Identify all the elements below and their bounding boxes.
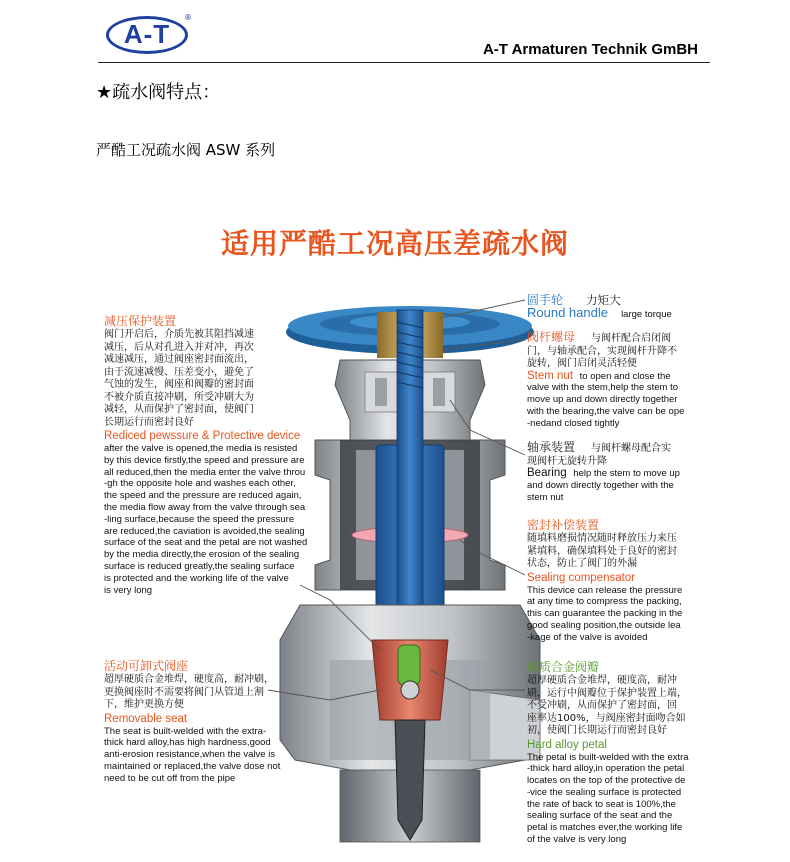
pressure-device-en-desc-12: is protected and the working life of the valve [104, 572, 289, 584]
pressure-device-zh-title: 减压保护装置 [104, 314, 177, 328]
logo-text: A-T [123, 19, 171, 49]
bearing-en-desc-2: and down directly together with the [527, 479, 674, 491]
hard-alloy-en-desc-8: of the valve is very long [527, 834, 627, 846]
removable-seat-zh-desc-1: 超厚硬质合金堆焊，硬度高，耐冲刷， [104, 674, 274, 685]
sealing-block [527, 518, 697, 643]
stem-nut-zh-desc-3: 旋转，阀门启闭灵活轻便 [527, 358, 637, 369]
removable-seat-block [104, 659, 294, 784]
stem-nut-zh-desc-2: 门，与轴承配合，实现阀杆升降不 [527, 345, 677, 357]
pressure-device-en-desc-5: the speed and the pressure are reduced again, [104, 490, 302, 502]
sealing-en-title: Sealing compensator [527, 571, 636, 584]
hard-alloy-en-desc-4: -vice the sealing surface is protected [527, 786, 682, 798]
pressure-device-zh-desc-3: 减速减压，通过阀座密封面流出， [104, 354, 254, 365]
pressure-device-en-desc-13: is very long [104, 584, 153, 596]
hard-alloy-en-desc-5: the rate of back to seat is 100%,the [527, 798, 676, 810]
pressure-device-en-desc-8: are reduced,the caviation is avoided,the sealing [104, 525, 305, 537]
sealing-zh-desc-2: 紧填料，确保填料处于良好的密封 [527, 545, 677, 557]
sealing-zh-desc-1: 随填料磨损情况随时释放压力来压 [527, 533, 677, 544]
pressure-device-en-desc-2: by this device firstly,the speed and pressure are [104, 454, 305, 466]
hard-alloy-zh-title: 硬质合金阀瓣 [527, 660, 600, 674]
round-handle-en-feature: large torque [621, 309, 672, 320]
bearing-zh-desc-2: 现阀杆无旋转升降 [527, 455, 607, 467]
removable-seat-zh-desc-3: 下，维护更换方便 [104, 699, 184, 710]
sealing-en-desc-2: at any time to compress the packing, [527, 596, 682, 608]
company-name: A-T Armaturen Technik GmBH [482, 41, 698, 58]
pressure-device-en-desc-7: -ling surface,because the speed the pressure [104, 513, 295, 525]
hard-alloy-zh-desc-3: 不受冲刷，从而保护了密封面，回 [527, 700, 677, 711]
stem-nut-zh-desc-1: 与阀杆配合启闭阀 [591, 333, 672, 344]
round-handle-en-label [527, 302, 672, 321]
bearing-block [527, 441, 697, 503]
sealing-en-desc-3: this can guarantee the packing in the [527, 608, 683, 620]
pressure-device-en-desc-4: -gh the opposite hole and washes each other, [104, 478, 296, 490]
round-handle-zh: 圆手轮 [527, 293, 564, 307]
removable-seat-zh-title: 活动可卸式阀座 [104, 659, 189, 673]
stem-nut-en-desc-3: move up and down directly together [527, 394, 678, 406]
hard-alloy-zh-desc-1: 超厚硬质合金堆焊，硬度高，耐冲 [527, 675, 677, 686]
hard-alloy-en-desc-7: petal is matches ever,the working life [527, 822, 683, 834]
pressure-device-zh-desc-7: 减轻，从而保护了密封面，使阀门 [104, 404, 254, 415]
stem-nut-en-desc-1: to open and close the [579, 370, 671, 382]
pressure-device-en-desc-6: the media flow away from the valve through sea [104, 501, 306, 513]
bearing-en-title: Bearing [527, 467, 567, 479]
sealing-en-desc-4: good sealing position,the outside lea [527, 619, 681, 631]
stem-nut-en-desc-2: valve with the stem,help the stem to [527, 382, 679, 394]
stem-nut-en-desc-5: -nedand closed tightly [527, 417, 620, 429]
section-title: ★疏水阀特点： [96, 82, 221, 103]
hard-alloy-en-desc-6: sealing surface of the seat and the [527, 810, 673, 822]
hard-alloy-en-desc-2: -thick hard alloy,in operation the petal [527, 763, 685, 775]
pressure-device-zh-desc-6: 不被介质直接冲刷，所受冲刷大为 [104, 391, 254, 403]
removable-seat-en-desc-2: thick hard alloy,has high hardness,good [104, 737, 271, 749]
pressure-device-zh-desc-4: 由于流速减慢、压差变小，避免了 [104, 366, 254, 378]
removable-seat-en-desc-4: maintained or replaced,the valve dose not [104, 760, 281, 772]
hard-alloy-en-desc-3: locates on the top of the protective de [527, 775, 686, 787]
hard-alloy-en-title: Hard alloy petal [527, 738, 607, 751]
round-handle-en: Round handle [527, 305, 608, 320]
sealing-zh-desc-3: 状态，防止了阀门的外漏 [527, 558, 637, 569]
removable-seat-en-desc-1: The seat is built-welded with the extra- [104, 725, 267, 737]
hard-alloy-en-desc-1: The petal is built-welded with the extra [527, 751, 689, 763]
figure-title: 适用严酷工况高压差疏水阀 [220, 227, 569, 260]
stem-nut-en-desc-4: with the bearing,the valve can be ope [527, 405, 685, 417]
pressure-device-block [104, 314, 314, 596]
pressure-device-zh-desc-5: 气蚀的发生，阀座和阀瓣的密封面 [104, 379, 254, 390]
pressure-device-zh-desc-1: 阀门开启后，介质先被其阻挡减速 [104, 329, 254, 340]
sealing-en-desc-1: This device can release the pressure [527, 584, 683, 596]
pressure-device-en-desc-9: surface of the seat and the petal are not washed [104, 537, 308, 549]
hard-alloy-block [527, 660, 702, 846]
hard-alloy-zh-desc-5: 初，使阀门长期运行而密封良好 [527, 725, 667, 736]
removable-seat-en-title: Removable seat [104, 712, 188, 725]
sealing-en-desc-5: -kage of the valve is avoided [527, 631, 648, 643]
hard-alloy-zh-desc-4: 座率达100%，与阀座密封面吻合如 [527, 712, 686, 724]
removable-seat-zh-desc-2: 更换阀座时不需要将阀门从管道上割 [104, 686, 264, 698]
pressure-device-en-desc-10: by the media directly,the erosion of the sealing [104, 549, 300, 561]
bearing-zh-desc-1: 与阀杆螺母配合实 [591, 443, 672, 454]
pressure-device-zh-desc-8: 长期运行而密封良好 [104, 416, 194, 428]
removable-seat-en-desc-3: anti-erosion resistance,when the valve is [104, 749, 276, 761]
pressure-device-en-desc-1: after the valve is opened,the media is resisted [104, 443, 298, 454]
stem-nut-block [527, 331, 697, 429]
pressure-device-zh-desc-2: 减压，后从对孔进入并对冲，再次 [104, 341, 254, 353]
bearing-en-desc-3: stem nut [527, 491, 564, 503]
stem-nut-zh-title: 阀杆螺母 [527, 330, 576, 344]
pressure-device-en-desc-3: all reduced,then the media enter the valve throu [104, 466, 306, 478]
pressure-device-en-desc-11: surface is reduced greatly,the sealing surface [104, 560, 295, 572]
sealing-zh-title: 密封补偿装置 [527, 518, 600, 532]
removable-seat-en-desc-5: need to be cut off from the pipe [104, 772, 236, 784]
logo-registered-mark: ® [184, 13, 192, 22]
bearing-en-desc-1: help the stem to move up [573, 468, 680, 479]
bearing-zh-title: 轴承装置 [527, 440, 576, 454]
series-title: 严酷工况疏水阀 ASW 系列 [96, 141, 276, 159]
round-handle-zh-feature: 力矩大 [586, 293, 621, 307]
hard-alloy-zh-desc-2: 刷，运行中阀瓣位于保护装置上端， [527, 687, 687, 699]
stem-nut-en-title: Stem nut [527, 369, 574, 382]
pressure-device-en-title: Rediced pewssure & Protective device [104, 430, 301, 442]
